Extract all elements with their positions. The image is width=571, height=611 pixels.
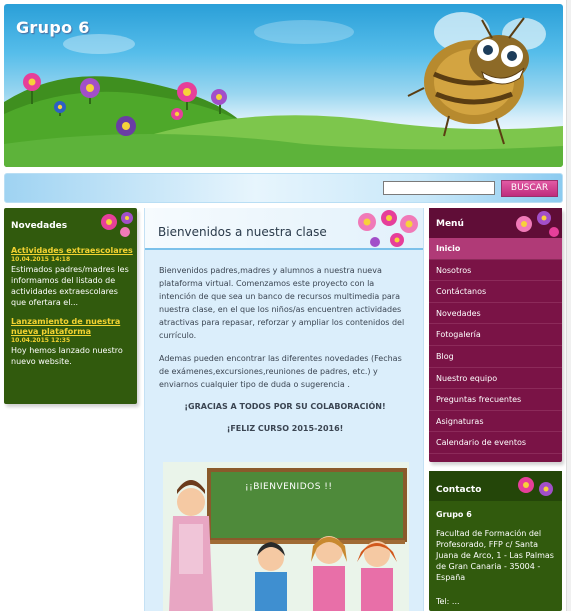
menu-item-novedades[interactable]: Novedades (429, 303, 562, 325)
flower-icon (87, 208, 137, 238)
contact-box (429, 471, 562, 611)
news-date: 10.04.2015 12:35 (11, 337, 71, 344)
news-box (4, 208, 137, 404)
main-content (144, 208, 424, 611)
contact-name: Grupo 6 (436, 510, 472, 519)
menu-item-asignaturas[interactable]: Asignaturas (429, 411, 562, 433)
contact-address: Facultad de Formación del Profesorado, FFP c/ Santa Juana de Arco, 1 - Las Palmas de Gran Canaria - 35004 - España (436, 529, 554, 582)
search-bar (4, 173, 563, 203)
intro-paragraph: Bienvenidos padres,madres y alumnos a nuestra nueva plataforma virtual. Comenzamos este proyecto con la intención de que sea un banco de recursos multimedia para nuestra clase, en el que los niños/as encuentren actividades atractivas para repasar, reforzar y ampliar los contenidos del currículo. (159, 266, 405, 341)
content-body (159, 264, 411, 444)
menu-item-contactanos[interactable]: Contáctanos (429, 281, 562, 303)
bee-icon (408, 12, 546, 144)
flower-icon (506, 471, 562, 501)
contact-header (429, 471, 562, 501)
welcome-banner-text: ¡¡BIENVENIDOS !! (245, 482, 333, 492)
news-date: 10.04.2015 14:18 (11, 256, 71, 263)
scrollbar[interactable] (566, 0, 571, 611)
news-title: Novedades (11, 221, 68, 231)
news-link[interactable]: Lanzamiento de nuestra nueva plataforma (11, 317, 121, 336)
news-text: Hoy hemos lanzado nuestro nuevo website. (11, 346, 123, 366)
main-menu (429, 208, 562, 462)
news-paragraph: Ademas pueden encontrar las diferentes novedades (Fechas de exámenes,excursiones,reuniones de padres, etc.) y enviarnos cualquier tipo de duda o sugerencia . (159, 353, 402, 389)
menu-item-preguntas-frecuentes[interactable]: Preguntas frecuentes (429, 389, 562, 411)
menu-item-nosotros[interactable]: Nosotros (429, 260, 562, 282)
content-header (145, 208, 423, 250)
menu-item-nuestro-equipo[interactable]: Nuestro equipo (429, 368, 562, 390)
news-item (11, 246, 133, 308)
menu-list (429, 238, 562, 454)
page-title: Bienvenidos a nuestra clase (158, 225, 327, 239)
news-text: Estimados padres/madres les informamos del listado de actividades extraescolares que ofertara el... (11, 265, 129, 307)
welcome-image (163, 462, 409, 611)
search-button[interactable]: BUSCAR (501, 180, 558, 197)
thanks-text: ¡GRACIAS A TODOS POR SU COLABORACIÓN! (184, 401, 386, 411)
course-text: ¡FELIZ CURSO 2015-2016! (226, 423, 344, 433)
menu-header (429, 208, 562, 238)
site-title: Grupo 6 (16, 18, 90, 37)
menu-item-inicio[interactable]: Inicio (429, 238, 562, 260)
menu-item-fotogaleria[interactable]: Fotogalería (429, 324, 562, 346)
news-item (11, 317, 133, 367)
contact-title: Contacto (436, 485, 482, 495)
flower-icon (506, 208, 562, 238)
flower-icon (347, 208, 423, 250)
menu-title: Menú (436, 219, 464, 229)
header-banner (4, 4, 563, 167)
news-list (11, 246, 133, 376)
menu-item-calendario-de-eventos[interactable]: Calendario de eventos (429, 432, 562, 454)
news-link[interactable]: Actividades extraescolares (11, 246, 133, 255)
search-input[interactable] (383, 181, 495, 195)
menu-item-blog[interactable]: Blog (429, 346, 562, 368)
contact-phone: Tel: ... (436, 597, 460, 606)
